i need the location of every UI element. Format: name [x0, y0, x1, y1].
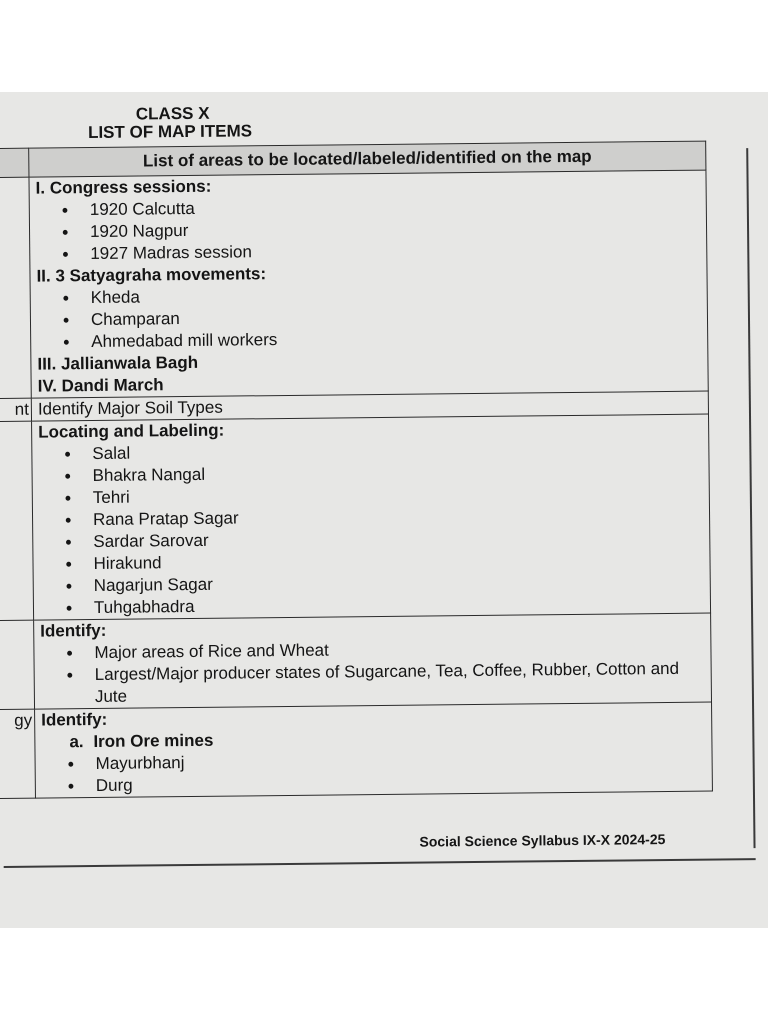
list-item: • 1920 Nagpur — [36, 215, 700, 244]
bullet-list — [40, 636, 705, 709]
row-left-cell — [0, 620, 35, 709]
page-border-bottom — [4, 858, 756, 868]
table-row — [0, 414, 711, 620]
document-sheet — [0, 88, 768, 932]
list-item: • Tehri — [39, 481, 703, 510]
header-left-cell — [0, 148, 29, 177]
row-content — [32, 414, 711, 620]
row-content — [29, 170, 708, 398]
sub-label: a. — [69, 732, 84, 752]
list-item: • 1927 Madras session — [36, 237, 700, 266]
table-row — [0, 613, 712, 709]
bullet-list — [36, 193, 701, 266]
footer-text: Social Science Syllabus IX-X 2024-25 — [419, 831, 666, 850]
table-row — [0, 170, 708, 398]
list-item: • Bhakra Nangal — [38, 459, 702, 488]
section-heading: II. 3 Satyagraha movements: — [36, 264, 267, 286]
list-item: • Nagarjun Sagar — [40, 569, 704, 598]
bullet-list — [42, 747, 706, 798]
plain-item: Identify Major Soil Types — [37, 397, 223, 419]
row-left-cell — [0, 177, 31, 398]
section-heading: Identify: — [40, 620, 107, 641]
section-heading: IV. Dandi March — [37, 375, 164, 396]
sub-heading-text: Iron Ore mines — [93, 730, 214, 752]
list-title: LIST OF MAP ITEMS — [87, 121, 253, 143]
list-item: • Major areas of Rice and Wheat — [40, 636, 704, 665]
row-left-cell: nt — [0, 398, 32, 421]
table-row — [0, 702, 712, 798]
list-item: • Largest/Major producer states of Sugarcane, Tea, Coffee, Rubber, Cotton and Jute — [41, 658, 705, 709]
list-item: • Tuhgabhadra — [40, 591, 704, 620]
page-border-right — [746, 148, 755, 848]
column-heading: List of areas to be located/labeled/identified on the map — [29, 141, 706, 177]
list-item: • Ahmedabad mill workers — [37, 325, 701, 354]
list-item: • Salal — [38, 437, 702, 466]
list-item: • 1920 Calcutta — [36, 193, 700, 222]
row-content — [34, 613, 712, 709]
section-heading: I. Congress sessions: — [35, 176, 212, 198]
list-item: • Champaran — [37, 303, 701, 332]
list-item: • Kheda — [37, 281, 701, 310]
map-items-table — [0, 141, 713, 799]
bullet-list — [37, 281, 702, 354]
row-content — [35, 702, 713, 798]
scanned-page — [0, 92, 768, 928]
section-heading: Locating and Labeling: — [38, 420, 225, 442]
bullet-list — [38, 437, 704, 620]
list-item: • Sardar Sarovar — [39, 525, 703, 554]
section-heading: III. Jallianwala Bagh — [37, 352, 199, 374]
list-item: • Durg — [42, 769, 706, 798]
section-heading: Identify: — [41, 709, 108, 730]
list-item: • Mayurbhanj — [42, 747, 706, 776]
list-item: • Rana Pratap Sagar — [39, 503, 703, 532]
row-left-cell — [0, 421, 34, 620]
class-title: CLASS X — [135, 103, 210, 124]
row-left-cell: gy — [0, 709, 35, 798]
list-item: • Hirakund — [39, 547, 703, 576]
